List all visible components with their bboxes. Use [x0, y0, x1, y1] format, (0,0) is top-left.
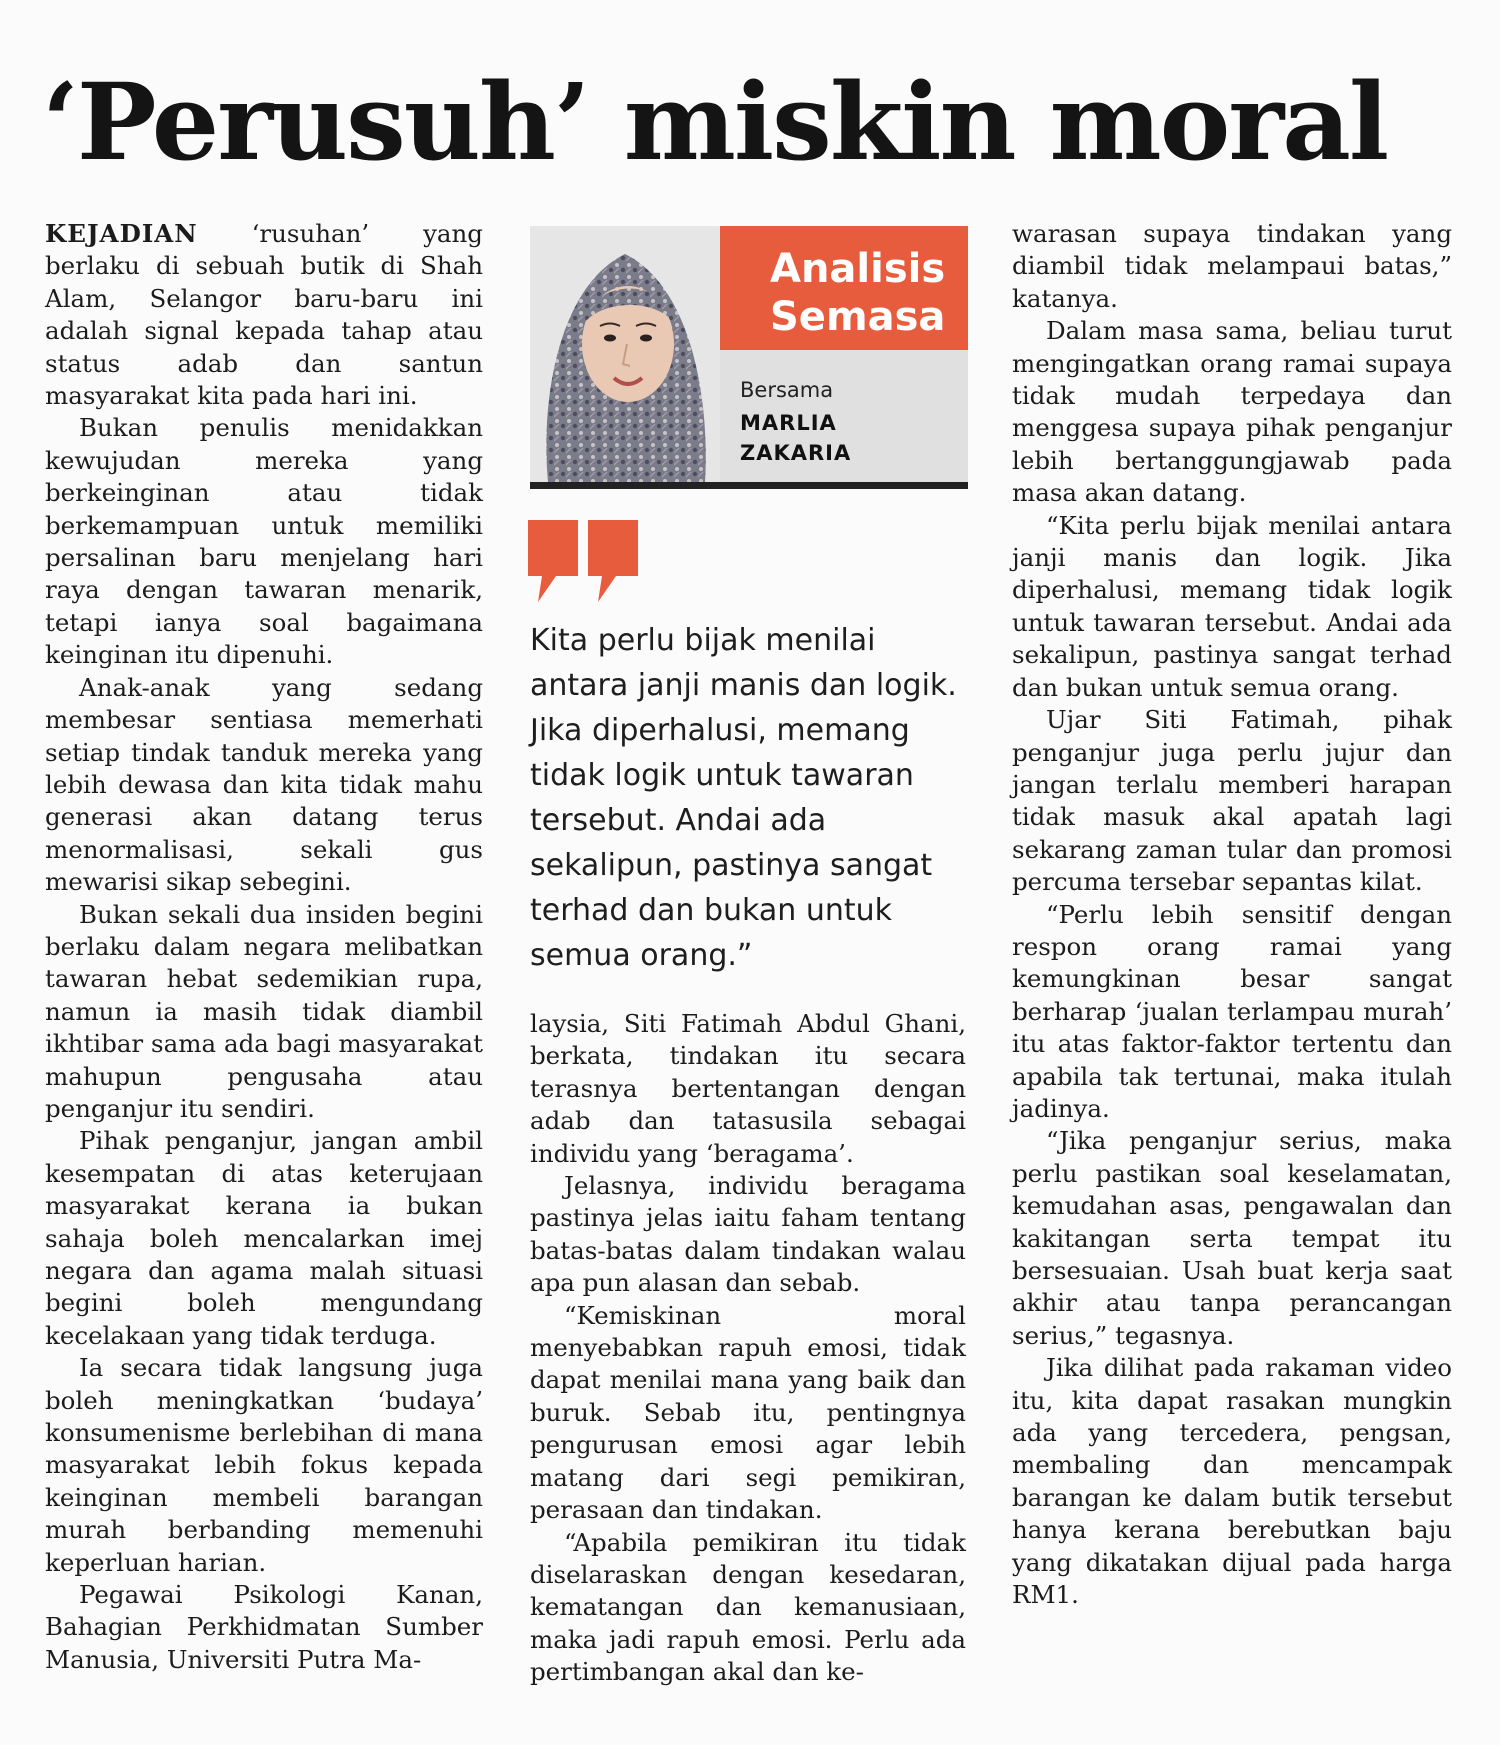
paragraph: “Kemiskinan moral menyebabkan rapuh emosi, tidak dapat menilai mana yang baik dan buruk. Sebab itu, pentingnya pengurusan emosi agar lebih matang dari segi pemikiran, perasaan dan tindakan.: [530, 1300, 966, 1525]
paragraph: [45, 218, 483, 412]
article-column-2: [530, 1008, 966, 1689]
paragraph: warasan supaya tindakan yang diambil tidak melampaui batas,” katanya.: [1012, 219, 1452, 313]
headline: ‘Perusuh’ miskin moral: [42, 59, 1388, 184]
quote-mark-icon: [528, 520, 642, 602]
column-title-banner: [720, 226, 968, 350]
byline-label: Bersama: [740, 378, 834, 402]
paragraph: Bukan penulis menidakkan kewujudan mereka yang berkeinginan atau tidak berkemampuan untuk memiliki persalinan baru menjelang hari raya dengan tawaran menarik, tetapi ianya soal bagaimana keinginan itu dipenuhi.: [45, 413, 483, 670]
paragraph: Ujar Siti Fatimah, pihak penganjur juga perlu jujur dan jangan terlalu memberi harapan tidak masuk akal apatah lagi sekarang zaman tular dan promosi percuma tersebar sepantas kilat.: [1012, 705, 1452, 897]
paragraph: Pihak penganjur, jangan ambil kesempatan di atas keterujaan masyarakat kerana ia bukan sahaja boleh mencalarkan imej negara dan agama malah situasi begini boleh mengundang kecelakaan yang tidak terduga.: [45, 1126, 483, 1350]
paragraph: Dalam masa sama, beliau turut mengingatkan orang ramai supaya tidak mudah terpedaya dan menggesa supaya pihak penganjur lebih bertanggungjawab pada masa akan datang.: [1012, 316, 1452, 508]
columnist-portrait: [530, 226, 720, 482]
paragraph: “Perlu lebih sensitif dengan respon orang ramai yang kemungkinan besar sangat berharap ‘jualan terlampau murah’ itu atas faktor-faktor tertentu dan apabila tak tertunai, maka itulah jadinya.: [1012, 899, 1452, 1123]
article-column-3: [1012, 218, 1452, 1611]
paragraph: “Kita perlu bijak menilai antara janji manis dan logik. Jika diperhalusi, memang tidak logik untuk tawaran tersebut. Andai ada sekalipun, pastinya sangat terhad dan bukan untuk semua orang.: [1012, 510, 1452, 702]
author-name-line-2: ZAKARIA: [740, 441, 852, 465]
paragraph: “Jika penganjur serius, maka perlu pastikan soal keselamatan, kemudahan asas, pengawalan dan kakitangan serta tempat itu bersesuaian. Usah buat kerja saat akhir atau tanpa perancangan serius,” tegasnya.: [1012, 1126, 1452, 1350]
portrait-image: [530, 226, 720, 482]
article-column-1: [45, 218, 483, 1676]
paragraph: Anak-anak yang sedang membesar sentiasa memerhati setiap tindak tanduk mereka yang lebih dewasa dan kita tidak mahu generasi akan datang terus menormalisasi, sekali gus mewarisi sikap sebegini.: [45, 672, 483, 897]
paragraph: Pegawai Psikologi Kanan, Bahagian Perkhidmatan Sumber Manusia, Universiti Putra Ma-: [45, 1580, 483, 1674]
paragraph: Jelasnya, individu beragama pastinya jelas iaitu faham tentang batas-batas dalam tindakan walau apa pun alasan dan sebab.: [530, 1171, 966, 1298]
author-name-line-1: MARLIA: [740, 411, 837, 435]
paragraph: Bukan sekali dua insiden begini berlaku dalam negara melibatkan tawaran hebat sedemikian rupa, namun ia masih tidak diambil ikhtibar sama ada bagi masyarakat mahupun pengusaha atau penganjur itu sendiri.: [45, 899, 483, 1123]
paragraph: “Apabila pemikiran itu tidak diselaraskan dengan kesedaran, kematangan dan kemanusiaan, maka jadi rapuh emosi. Perlu ada pertimbangan akal dan ke-: [530, 1527, 966, 1687]
paragraph: laysia, Siti Fatimah Abdul Ghani, berkata, tindakan itu secara terasnya bertentangan dengan adab dan tatasusila sebagai individu yang ‘beragama’.: [530, 1009, 966, 1168]
pull-quote: Kita perlu bijak menilai antara janji manis dan logik. Jika diperhalusi, memang tidak logik untuk tawaran tersebut. Andai ada sekalipun, pastinya sangat terhad dan bukan untuk semua orang.”: [530, 623, 957, 973]
paragraph-text: ‘rusuhan’ yang berlaku di sebuah butik di Shah Alam, Selangor baru-baru ini adalah signal kepada tahap atau status adab dan santun masyarakat kita pada hari ini.: [45, 219, 483, 411]
column-title-line-2: Semasa: [770, 294, 946, 340]
column-title-line-1: Analisis: [770, 246, 946, 292]
lead-word: KEJADIAN: [45, 219, 198, 248]
author-name: [740, 408, 851, 468]
paragraph: Jika dilihat pada rakaman video itu, kita dapat rasakan mungkin ada yang tercedera, pengsan, membaling dan mencampak barangan ke dalam butik tersebut hanya kerana berebutkan baju yang dikatakan dijual pada harga RM1.: [1012, 1353, 1452, 1610]
paragraph: Ia secara tidak langsung juga boleh meningkatkan ‘budaya’ konsumenisme berlebihan di mana masyarakat lebih fokus kepada keinginan membeli barangan murah berbanding memenuhi keperluan harian.: [45, 1353, 483, 1577]
